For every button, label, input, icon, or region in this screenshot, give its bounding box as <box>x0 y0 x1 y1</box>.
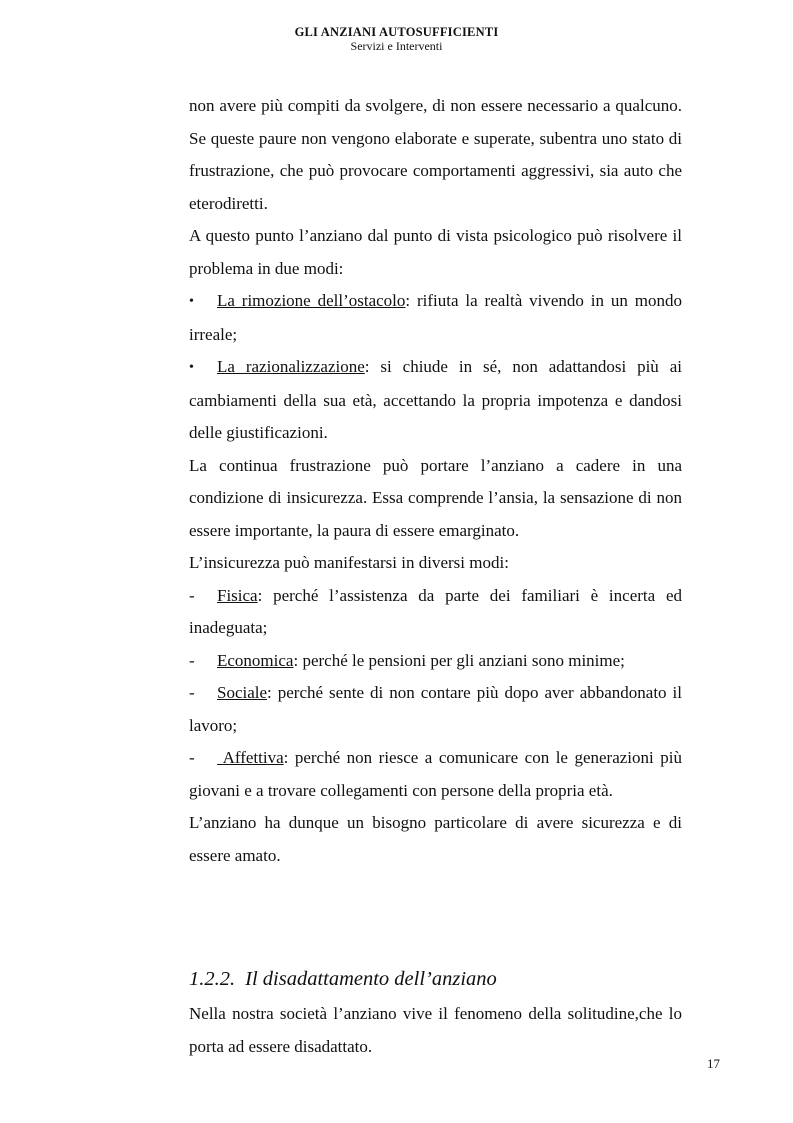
paragraph-5: L’anziano ha dunque un bisogno particolare di avere sicurezza e di essere amato. <box>189 813 682 865</box>
bullet-text: : si chiude in sé, non adattandosi più ai cambiamenti della sua età, accettando la propria impotenza e dandosi delle giustificazioni. <box>189 357 682 442</box>
dash-item-sociale <box>189 677 682 742</box>
dash-text: : perché le pensioni per gli anziani sono minime; <box>293 650 625 670</box>
bullet-term: La razionalizzazione <box>217 357 365 376</box>
header-title: GLI ANZIANI AUTOSUFFICIENTI <box>294 25 499 39</box>
paragraph-1: non avere più compiti da svolgere, di non essere necessario a qualcuno. Se queste paure non vengono elaborate e superate, subentra uno stato di frustrazione, che può provocare comportamenti aggressivi, sia auto che eterodiretti. <box>189 96 682 213</box>
dash-item-affettiva <box>189 742 682 807</box>
bullet-term: La rimozione dell’ostacolo <box>217 291 406 310</box>
bullet-icon: • <box>189 360 194 375</box>
paragraph-3: La continua frustrazione può portare l’anziano a cadere in una condizione di insicurezza. Essa comprende l’ansia, la sensazione di non essere importante, la paura di essere emarginato. <box>189 455 682 540</box>
dash-term: Sociale <box>217 683 268 702</box>
page-header <box>0 25 793 53</box>
dash-term: Fisica <box>217 585 258 605</box>
bullet-item-razionalizzazione <box>189 351 682 450</box>
dash-text: : perché non riesce a comunicare con le generazioni più giovani e a trovare collegamenti con persone della propria età. <box>189 748 682 800</box>
section-body <box>189 998 682 1063</box>
paragraph-4: L’insicurezza può manifestarsi in diversi modi: <box>189 553 509 572</box>
body-text <box>189 90 682 872</box>
bullet-text: : rifiuta la realtà vivendo in un mondo irreale; <box>189 291 682 344</box>
dash-text: : perché l’assistenza da parte dei familiari è incerta ed inadeguata; <box>189 585 682 637</box>
section-number: 1.2.2. <box>189 968 236 990</box>
section-paragraph: Nella nostra società l’anziano vive il fenomeno della solitudine,che lo porta ad essere disadattato. <box>189 1004 682 1056</box>
bullet-item-rimozione <box>189 285 682 351</box>
dash-marker: - <box>189 650 195 670</box>
header-subtitle: Servizi e Interventi <box>350 39 443 53</box>
dash-marker: - <box>189 748 195 767</box>
dash-text: : perché sente di non contare più dopo aver abbandonato il lavoro; <box>189 683 682 735</box>
section-heading <box>189 962 682 996</box>
page-number: 17 <box>707 1056 720 1071</box>
bullet-icon: • <box>189 294 194 309</box>
paragraph-2: A questo punto l’anziano dal punto di vista psicologico può risolvere il problema in due modi: <box>189 226 682 278</box>
dash-term: Affettiva <box>217 748 284 767</box>
dash-term: Economica <box>217 650 294 670</box>
dash-marker: - <box>189 683 195 702</box>
dash-item-economica <box>189 645 682 678</box>
dash-marker: - <box>189 585 195 605</box>
dash-item-fisica <box>189 580 682 645</box>
section-title: Il disadattamento dell’anziano <box>245 968 497 990</box>
